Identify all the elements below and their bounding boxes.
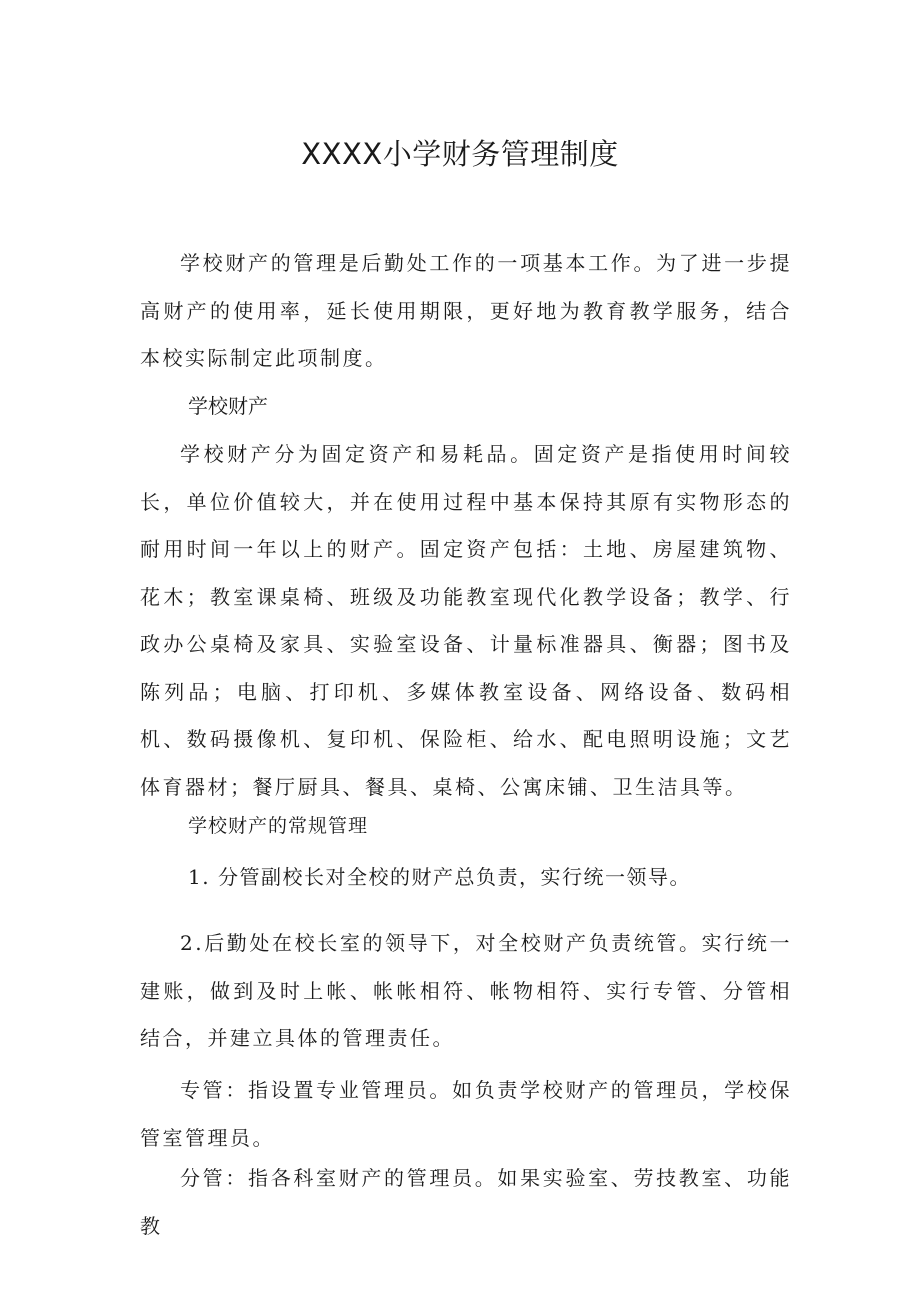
routine-heading: 学校财产的常规管理: [188, 815, 369, 837]
section-paragraph: 学校财产分为固定资产和易耗品。固定资产是指使用时间较长，单位价值较大，并在使用过程中基本保持其原有实物形态的耐用时间一年以上的财产。固定资产包括：土地、房屋建筑物、花木；教室课桌椅、班级及功能教室现代化教学设备；教学、行政办公桌椅及家具、实验室设备、计量标准器具、衡器；图书及陈列品；电脑、打印机、多媒体教室设备、网络设备、数码相机、数码摄像机、复印机、保险柜、给水、配电照明设施；文艺体育器材；餐厅厨具、餐具、桌椅、公寓床铺、卫生洁具等。: [140, 442, 792, 799]
rule-item-1: 1. 分管副校长对全校的财产总负责，实行统一领导。: [188, 865, 691, 889]
section-heading: 学校财产: [188, 394, 268, 418]
fenguan-paragraph: 分管：指各科室财产的管理员。如果实验室、劳技教室、功能教: [140, 1166, 792, 1238]
rule-item-2: 2.后勤处在校长室的领导下，对全校财产负责统管。实行统一建账，做到及时上帐、帐帐相符、帐物相符、实行专管、分管相结合，并建立具体的管理责任。: [140, 931, 792, 1050]
document-title: XXXX小学财务管理制度: [301, 137, 619, 171]
zhuanguan-paragraph: 专管：指设置专业管理员。如负责学校财产的管理员，学校保管室管理员。: [140, 1078, 792, 1150]
intro-paragraph: 学校财产的管理是后勤处工作的一项基本工作。为了进一步提高财产的使用率，延长使用期限，更好地为教育教学服务，结合本校实际制定此项制度。: [140, 251, 792, 370]
